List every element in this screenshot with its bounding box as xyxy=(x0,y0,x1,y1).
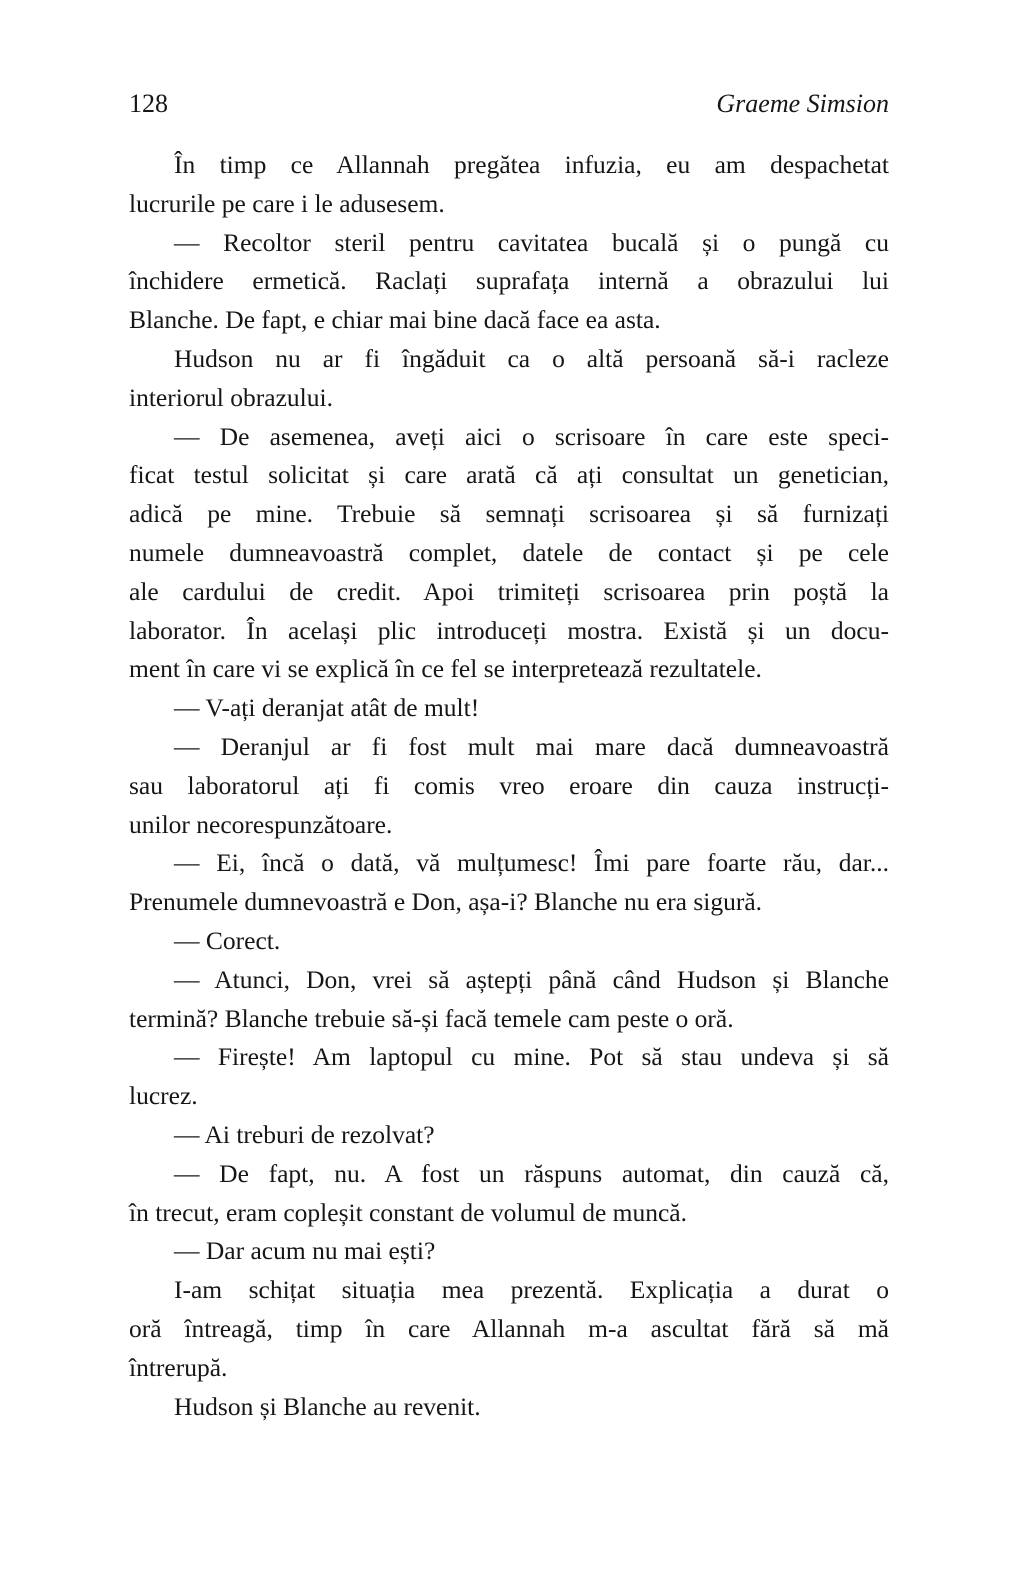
text-line: Prenumele dumnevoastră e Don, așa-i? Blanche nu era sigură. xyxy=(129,887,763,917)
text-line: termină? Blanche trebuie să-și facă temele cam peste o oră. xyxy=(129,1003,734,1033)
text-line: — Ei, încă o dată, vă mulțumesc! Îmi pare foarte rău, dar... xyxy=(174,848,889,878)
text-line: — V-ați deranjat atât de mult! xyxy=(174,693,480,723)
text-line: — Deranjul ar fi fost mult mai mare dacă dumneavoastră xyxy=(174,731,889,761)
text-line: interiorul obrazului. xyxy=(129,382,333,412)
text-line: — Corect. xyxy=(174,925,281,955)
text-line: adică pe mine. Trebuie să semnați scrisoarea și să furnizați xyxy=(129,499,889,529)
running-header xyxy=(129,90,889,118)
text-line: laborator. În același plic introduceți mostra. Există și un docu- xyxy=(129,615,889,645)
text-line: — De fapt, nu. A fost un răspuns automat, din cauză că, xyxy=(174,1158,889,1188)
text-line: în trecut, eram copleșit constant de volumul de muncă. xyxy=(129,1197,687,1227)
text-line: întrerupă. xyxy=(129,1352,228,1382)
text-line: — Recoltor steril pentru cavitatea bucală și o pungă cu xyxy=(174,227,889,257)
text-line: unilor necorespunzătoare. xyxy=(129,809,393,839)
text-line: închidere ermetică. Raclați suprafața internă a obrazului lui xyxy=(129,266,889,296)
text-line: Hudson nu ar fi îngăduit ca o altă persoană să-i racleze xyxy=(174,343,889,373)
text-line: I-am schițat situația mea prezentă. Explicația a durat o xyxy=(174,1275,889,1305)
text-line: În timp ce Allannah pregătea infuzia, eu am despachetat xyxy=(174,150,889,179)
text-line: Blanche. De fapt, e chiar mai bine dacă face ea asta. xyxy=(129,305,661,335)
page-text xyxy=(129,146,889,1426)
text-line: ale cardului de credit. Apoi trimiteți scrisoarea prin poștă la xyxy=(129,576,889,606)
text-line: lucrez. xyxy=(129,1081,198,1111)
text-line: — De asemenea, aveți aici o scrisoare în care este speci- xyxy=(174,421,889,451)
page-number: 128 xyxy=(129,89,168,118)
text-line: numele dumneavoastră complet, datele de contact și pe cele xyxy=(129,537,889,567)
text-line: — Atunci, Don, vrei să aștepți până când Hudson și Blanche xyxy=(174,964,889,994)
text-line: sau laboratorul ați fi comis vreo eroare din cauza instrucți- xyxy=(129,770,889,800)
text-line: — Ai treburi de rezolvat? xyxy=(174,1119,435,1149)
text-line: — Firește! Am laptopul cu mine. Pot să stau undeva și să xyxy=(174,1042,889,1072)
running-header-author: Graeme Simsion xyxy=(716,89,889,118)
text-line: lucrurile pe care i le adusesem. xyxy=(129,188,445,218)
text-line: Hudson și Blanche au revenit. xyxy=(174,1391,481,1421)
text-line: ficat testul solicitat și care arată că ați consultat un genetician, xyxy=(129,460,889,490)
text-line: — Dar acum nu mai ești? xyxy=(174,1236,436,1266)
text-line: ment în care vi se explică în ce fel se interpretează rezultatele. xyxy=(129,654,762,684)
text-line: oră întreagă, timp în care Allannah m-a ascultat fără să mă xyxy=(129,1313,889,1343)
